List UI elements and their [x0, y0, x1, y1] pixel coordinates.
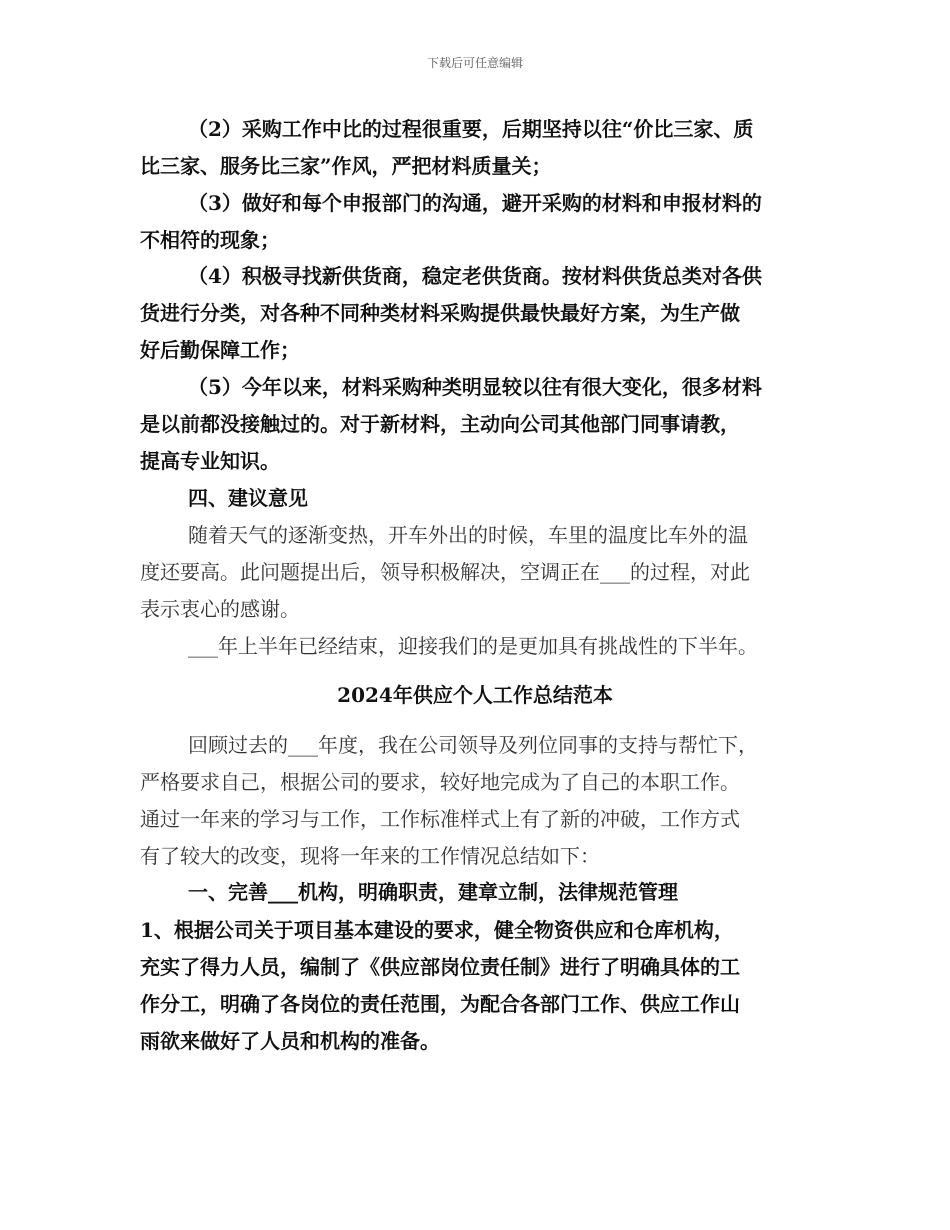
paragraph-line: 随着天气的逐渐变热，开车外出的时候，车里的温度比车外的温: [188, 523, 748, 547]
paragraph-line: 雨欲来做好了人员和机构的准备。: [140, 1029, 440, 1053]
section-heading: 四、建议意见: [188, 486, 308, 510]
paragraph-line: 充实了得力人员，编制了《供应部岗位责任制》进行了明确具体的工: [140, 955, 740, 979]
document-title: 2024年供应个人工作总结范本: [337, 683, 613, 707]
paragraph-line: （4）积极寻找新供货商，稳定老供货商。按材料供货总类对各供: [188, 264, 762, 288]
paragraph-line: 度还要高。此问题提出后，领导积极解决，空调正在___的过程，对此: [140, 560, 750, 584]
paragraph-line: （5）今年以来，材料采购种类明显较以往有很大变化，很多材料: [188, 375, 762, 399]
paragraph-line: 表示衷心的感谢。: [140, 597, 300, 621]
section-heading: 一、完善___机构，明确职责，建章立制，法律规范管理: [188, 880, 678, 904]
paragraph-line: 通过一年来的学习与工作，工作标准样式上有了新的冲破，工作方式: [140, 807, 740, 831]
paragraph-line: （2）采购工作中比的过程很重要，后期坚持以往“价比三家、质: [188, 117, 754, 141]
paragraph-line: 严格要求自己，根据公司的要求，较好地完成为了自己的本职工作。: [140, 770, 740, 794]
paragraph-line: ___年上半年已经结束，迎接我们的是更加具有挑战性的下半年。: [188, 634, 758, 658]
paragraph-line: 好后勤保障工作；: [140, 338, 300, 362]
paragraph-line: 有了较大的改变，现将一年来的工作情况总结如下：: [140, 844, 600, 868]
paragraph-line: 1、根据公司关于项目基本建设的要求，健全物资供应和仓库机构，: [140, 918, 734, 942]
page-header: 下载后可任意编辑: [426, 56, 523, 70]
paragraph-line: 比三家、服务比三家”作风，严把材料质量关；: [140, 154, 552, 178]
paragraph-line: 货进行分类，对各种不同种类材料采购提供最快最好方案，为生产做: [140, 301, 740, 325]
paragraph-line: 不相符的现象；: [140, 228, 280, 252]
paragraph-line: 作分工，明确了各岗位的责任范围，为配合各部门工作、供应工作山: [140, 992, 740, 1016]
paragraph-line: 提高专业知识。: [140, 449, 280, 473]
paragraph-line: 是以前都没接触过的。对于新材料，主动向公司其他部门同事请教，: [140, 412, 740, 436]
paragraph-line: （3）做好和每个申报部门的沟通，避开采购的材料和申报材料的: [188, 191, 762, 215]
paragraph-line: 回顾过去的___年度，我在公司领导及列位同事的支持与帮忙下，: [188, 733, 758, 757]
